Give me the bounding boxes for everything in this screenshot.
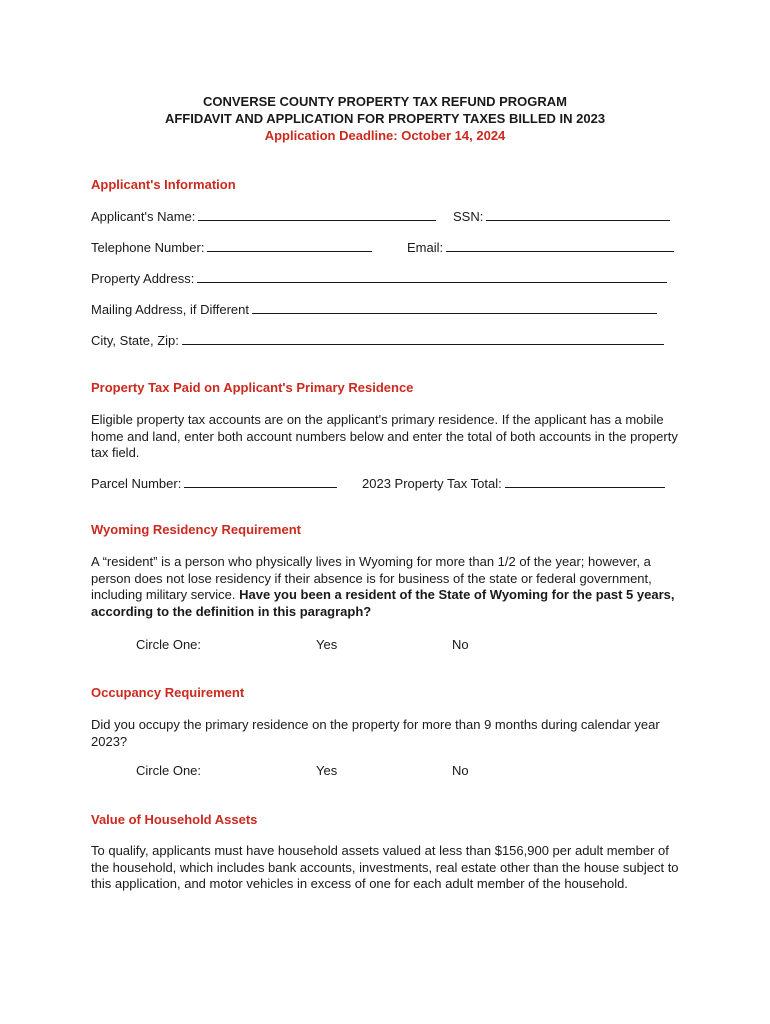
form-title-line-2: AFFIDAVIT AND APPLICATION FOR PROPERTY TAXES BILLED IN 2023 (164, 111, 606, 126)
residency-question: Have you been a resident of the State of Wyoming for the past 5 years, according to the definition in this paragraph? (91, 587, 675, 619)
city-state-zip-row (91, 332, 664, 349)
telephone-label: Telephone Number: (91, 240, 205, 255)
property-address-row (91, 270, 667, 287)
occupancy-yes-option[interactable]: Yes (316, 763, 338, 778)
property-address-field[interactable] (197, 270, 667, 283)
mailing-address-label: Mailing Address, if Different (91, 302, 249, 317)
email-label: Email: (407, 240, 444, 255)
telephone-field[interactable] (207, 239, 372, 252)
property-tax-total-label: 2023 Property Tax Total: (362, 476, 502, 491)
applicant-name-field[interactable] (198, 208, 436, 221)
residency-circle-label: Circle One: (136, 637, 202, 652)
residency-yes-option[interactable]: Yes (316, 637, 338, 652)
city-state-zip-label: City, State, Zip: (91, 333, 179, 348)
section-title-occupancy: Occupancy Requirement (91, 685, 245, 700)
property-tax-total-field[interactable] (505, 475, 665, 488)
property-tax-description: Eligible property tax accounts are on the applicant's primary residence. If the applicant has a mobile home and land, enter both account numbers below and enter the total of both accounts in the property tax field. (91, 412, 678, 460)
assets-description: To qualify, applicants must have household assets valued at less than $156,900 per adult member of the household, which includes bank accounts, investments, real estate other than the house subject to this application, and motor vehicles in excess of one for each adult member of the household. (91, 843, 679, 891)
form-title-line-1: CONVERSE COUNTY PROPERTY TAX REFUND PROGRAM (202, 94, 568, 109)
occupancy-no-option[interactable]: No (452, 763, 469, 778)
mailing-address-field[interactable] (252, 301, 657, 314)
applicant-name-label: Applicant's Name: (91, 209, 196, 224)
ssn-label: SSN: (453, 209, 484, 224)
property-tax-total-row (362, 475, 665, 492)
telephone-row (91, 239, 372, 256)
ssn-row (453, 208, 670, 225)
residency-no-option[interactable]: No (452, 637, 469, 652)
section-title-applicant: Applicant's Information (91, 177, 236, 192)
application-deadline: Application Deadline: October 14, 2024 (264, 128, 506, 143)
email-row (407, 239, 674, 256)
email-field[interactable] (446, 239, 674, 252)
ssn-field[interactable] (486, 208, 670, 221)
occupancy-circle-label: Circle One: (136, 763, 202, 778)
mailing-address-row (91, 301, 657, 318)
occupancy-question: Did you occupy the primary residence on the property for more than 9 months during calendar year 2023? (91, 717, 660, 749)
parcel-number-row (91, 475, 337, 492)
section-title-property-tax: Property Tax Paid on Applicant's Primary Residence (91, 380, 414, 395)
applicant-name-row (91, 208, 436, 225)
parcel-number-field[interactable] (184, 475, 337, 488)
section-title-assets: Value of Household Assets (91, 812, 258, 827)
section-title-residency: Wyoming Residency Requirement (91, 522, 301, 537)
city-state-zip-field[interactable] (182, 332, 664, 345)
parcel-number-label: Parcel Number: (91, 476, 182, 491)
residency-definition: A “resident” is a person who physically lives in Wyoming for more than 1/2 of the year; however, a person does not lose residency if their absence is for business of the state or federal government, including military service. (91, 554, 652, 602)
property-address-label: Property Address: (91, 271, 195, 286)
residency-description (91, 554, 677, 620)
